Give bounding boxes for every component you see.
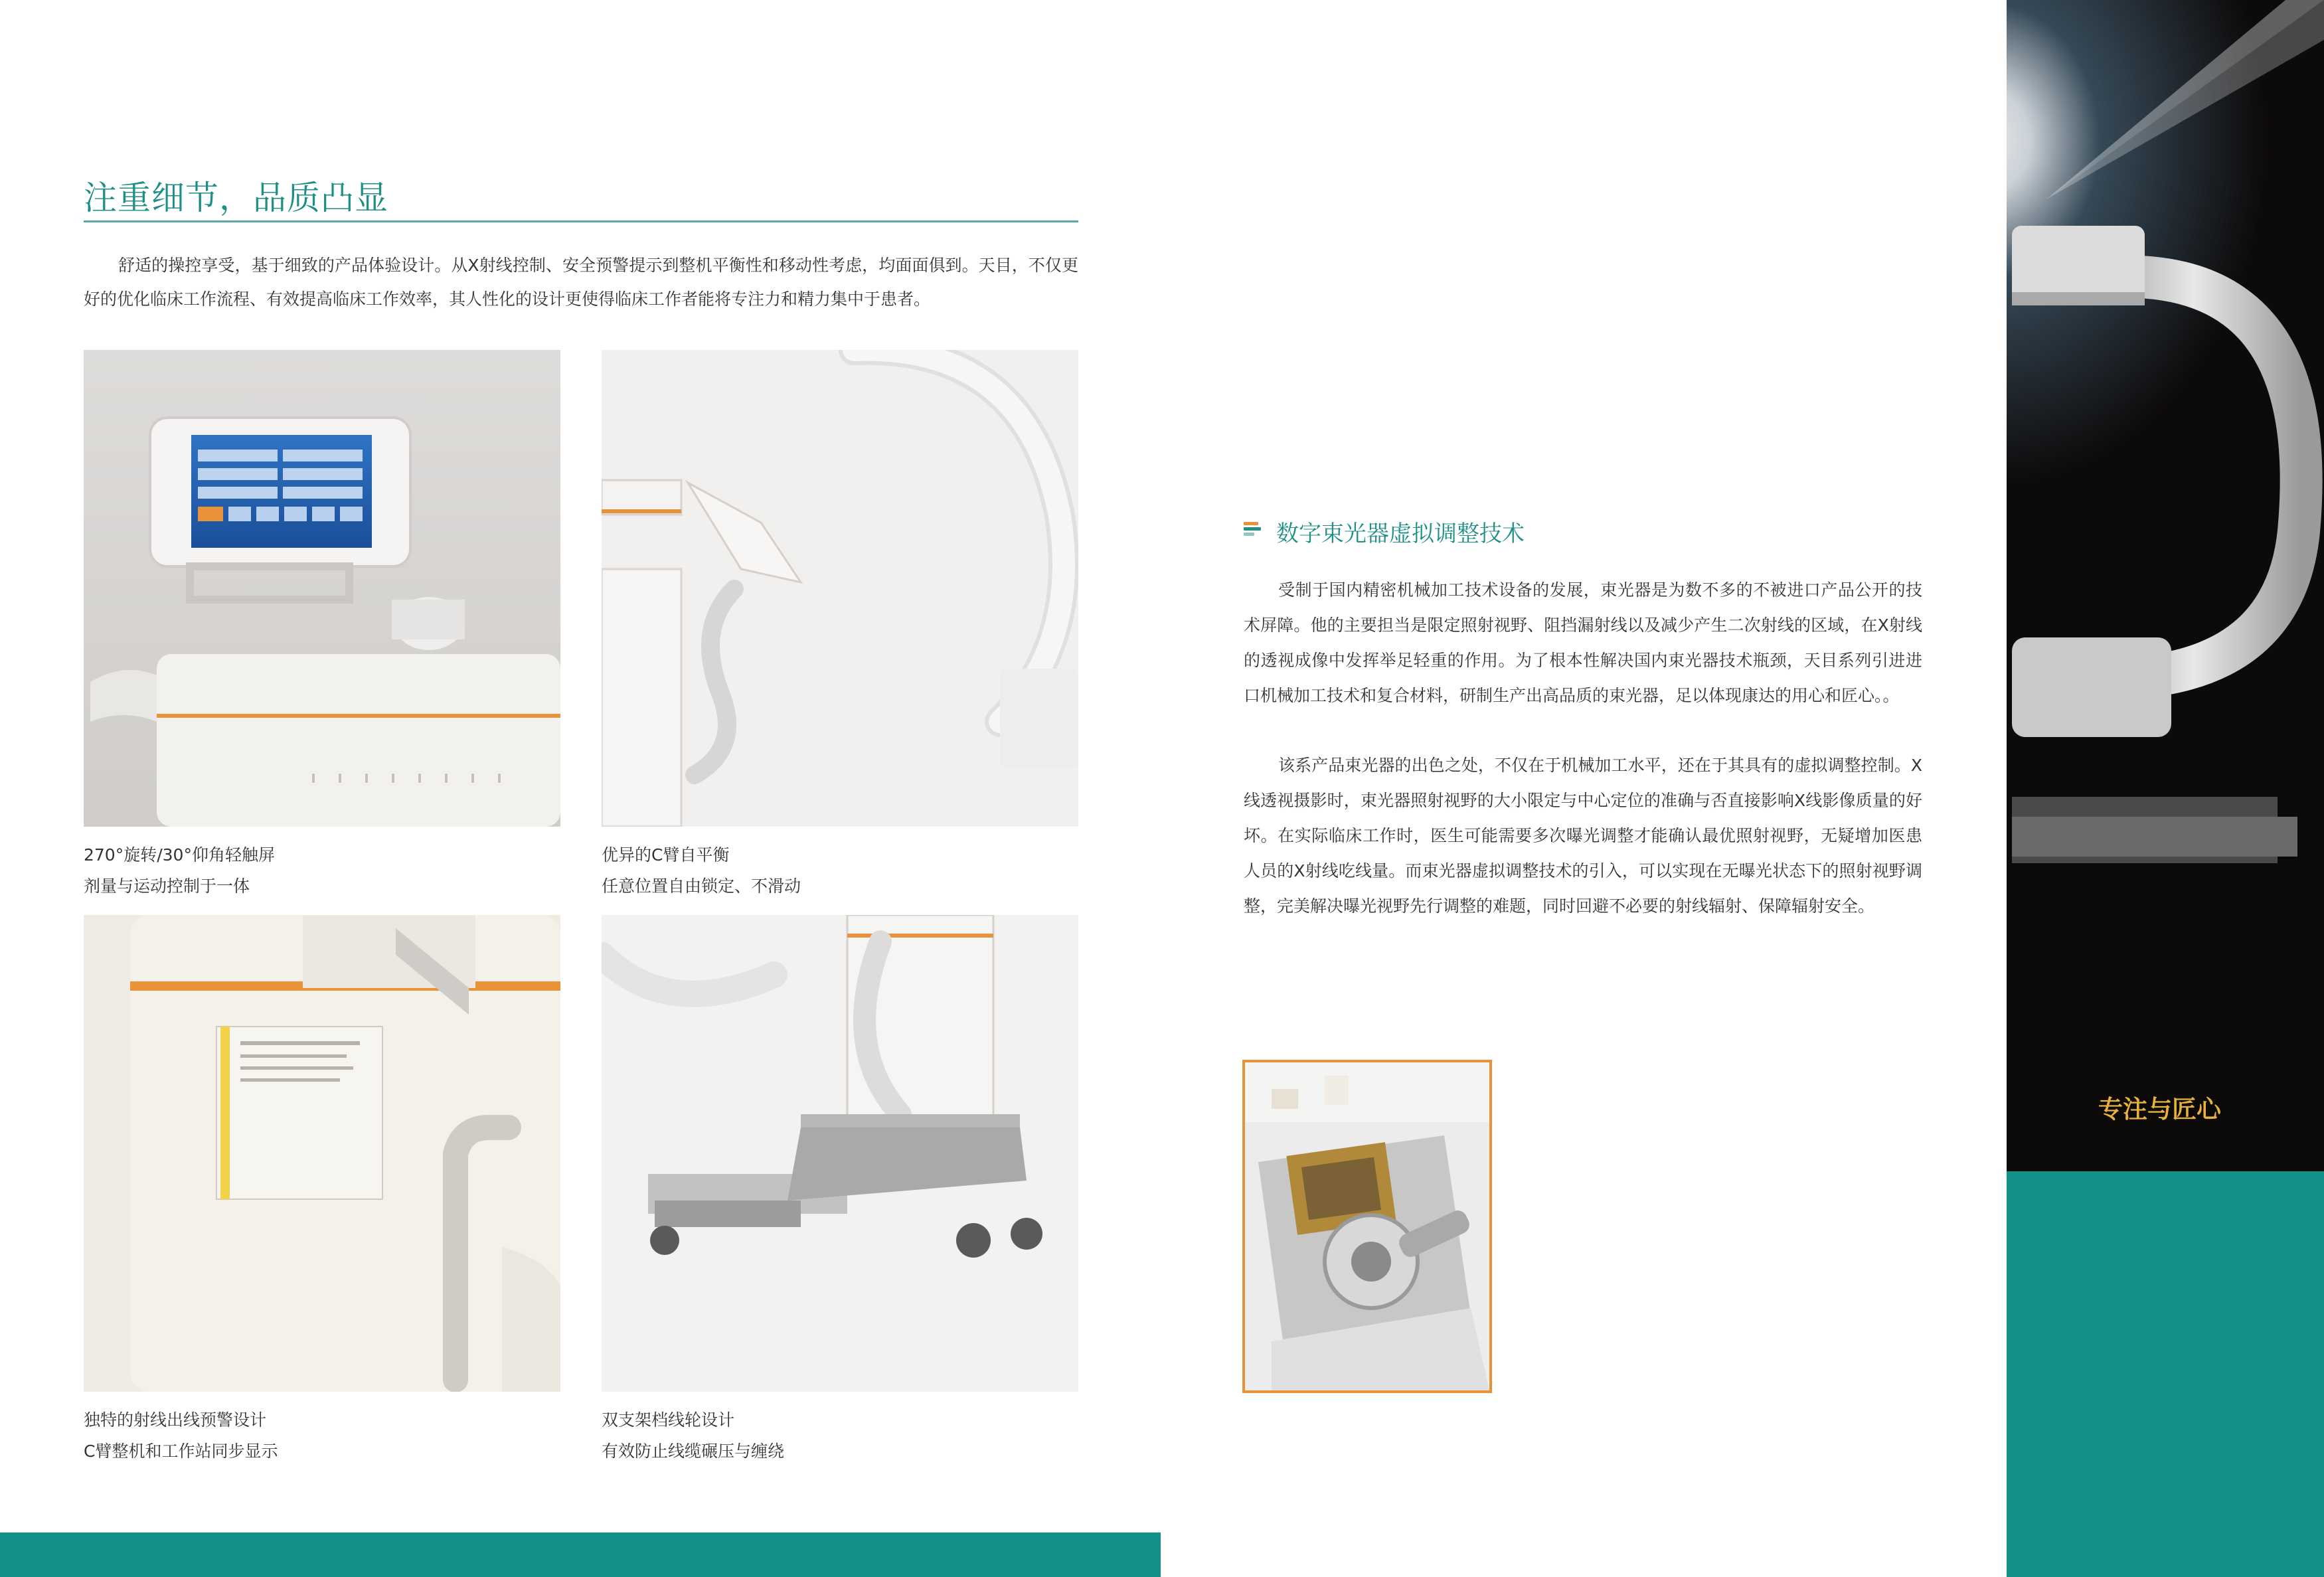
c-arm-photo	[602, 350, 1078, 827]
feature-caption	[84, 1404, 278, 1467]
teal-panel	[2007, 1171, 2324, 1577]
feature-line: 双支架档线轮设计	[602, 1410, 735, 1430]
hero-image-panel	[2007, 0, 2324, 1171]
feature-line: 有效防止线缆碾压与缠绕	[602, 1442, 785, 1461]
feature-line: 优异的C臂自平衡	[602, 845, 730, 865]
warning-design-photo	[84, 915, 560, 1392]
feature-caption	[602, 839, 801, 902]
feature-line: 独特的射线出线预警设计	[84, 1410, 267, 1430]
feature-caption	[84, 839, 275, 902]
intro-paragraph: 舒适的操控享受，基于细致的产品体验设计。从X射线控制、安全预警提示到整机平衡性和移动性考虑，均面面俱到。天目，不仅更好的优化临床工作流程、有效提高临床工作效率，其人性化的设计更使得临床工作者能将专注力和精力集中于患者。	[84, 256, 1078, 309]
page-title: 注重细节，品质凸显	[84, 179, 388, 217]
cable-wheel-photo	[602, 915, 1078, 1392]
section-paragraph: 该系产品束光器的出色之处，不仅在于机械加工水平，还在于其具有的虚拟调整控制。X线透视摄影时，束光器照射视野的大小限定与中心定位的准确与否直接影响X线影像质量的好坏。在实际临床工作时，医生可能需要多次曝光调整才能确认最优照射视野，无疑增加医患人员的X射线吃线量。而束光器虚拟调整技术的引入，可以实现在无曝光状态下的照射视野调整，完美解决曝光视野先行调整的难题，同时回避不必要的射线辐射、保障辐射安全。	[1244, 756, 1922, 916]
section-bars-icon	[1244, 522, 1261, 540]
section-title: 数字束光器虚拟调整技术	[1276, 521, 1525, 547]
bottom-accent-bar	[0, 1533, 1161, 1577]
touchscreen-photo	[84, 350, 560, 827]
feature-caption	[602, 1404, 784, 1467]
feature-line: 任意位置自由锁定、不滑动	[602, 876, 801, 896]
feature-line: 270°旋转/30°仰角轻触屏	[84, 845, 275, 865]
tagline: 专注与匠心	[2098, 1095, 2221, 1123]
title-divider	[84, 220, 1078, 222]
section-paragraph: 受制于国内精密机械加工技术设备的发展，束光器是为数不多的不被进口产品公开的技术屏障。他的主要担当是限定照射视野、阻挡漏射线以及减少产生二次射线的区域，在X射线的透视成像中发挥举足轻重的作用。为了根本性解决国内束光器技术瓶颈，天目系列引进进口机械加工技术和复合材料，研制生产出高品质的束光器，足以体现康达的用心和匠心。。	[1244, 580, 1922, 705]
feature-line: C臂整机和工作站同步显示	[84, 1442, 278, 1461]
feature-line: 剂量与运动控制于一体	[84, 876, 250, 896]
collimator-photo	[1242, 1060, 1492, 1393]
